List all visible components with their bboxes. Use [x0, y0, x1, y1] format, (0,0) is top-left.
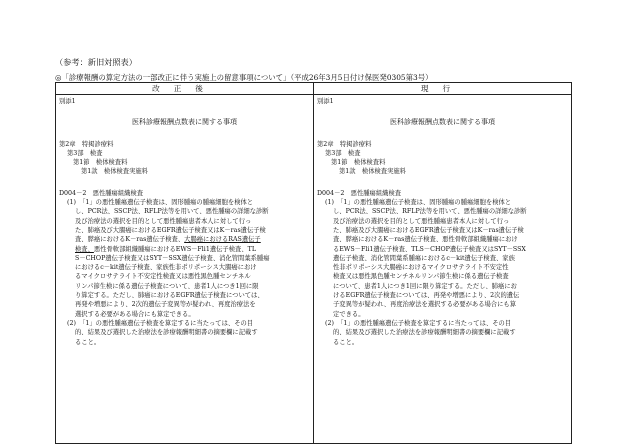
text-line [67, 235, 310, 244]
text-line: 及び治療法の選択を目的として悪性腫瘍患者本人に対して行っ [333, 217, 510, 225]
text-line: 性非ポリポーシス大腸癌におけるマイクロサテライト不安定性 [333, 264, 509, 272]
paragraph-2 [317, 319, 568, 347]
text-line: 再発や増悪により、2次的遺伝子変異等が疑われ、再度治療法を [75, 301, 256, 309]
text-line: ること。 [333, 338, 359, 346]
text-line: (2) 「1」の悪性腫瘍遺伝子検査を算定するに当たっては、その目 [325, 319, 512, 327]
section-heading: 第1節 検体検査料 [73, 159, 128, 167]
text-line: (1) 「1」の悪性腫瘍遺伝子検査は、固形腫瘍の腫瘍細胞を検体と [325, 199, 512, 207]
paragraph-1 [317, 198, 568, 319]
text-line: 定できる。 [333, 310, 365, 318]
item-title: D004－2 悪性腫瘍組織検査 [317, 189, 402, 197]
annex-label: 別添1 [59, 98, 76, 105]
text-span: 査、膵癌におけるK－ras遺伝子検査、 [75, 236, 185, 244]
reference-note: （参考：新旧対照表） [55, 57, 137, 67]
column-header-revised: 改正後 [56, 83, 314, 95]
text-span: 悪性骨軟部組織腫瘍におけるEWS－Fli1遺伝子検査、TL [93, 245, 256, 253]
subsection-heading: 第1款 検体検査実施料 [81, 168, 148, 176]
subsection-heading: 第1款 検体検査実施料 [339, 168, 406, 176]
text-line: ること。 [75, 338, 101, 346]
text-line: り算定する。ただし、肺癌におけるEGFR遺伝子検査については、 [75, 292, 264, 300]
text-line: るEWS－Fli1遺伝子検査、TLS－CHOP遺伝子検査又はSYT－SSX [333, 245, 526, 253]
text-line: におけるc－kit遺伝子検査、家族性非ポリポーシス大腸癌におけ [75, 264, 257, 272]
column-header-current: 現行 [314, 83, 572, 95]
text-line: 遺伝子検査、消化管間葉系腫瘍におけるc－kit遺伝子検査、家族 [333, 254, 515, 262]
text-line: S－CHOP遺伝子検査又はSYT－SSX遺伝子検査、消化管間葉系腫瘍 [75, 254, 270, 262]
text-line: し、PCR法、SSCP法、RFLP法等を用いて、悪性腫瘍の詳細な診断 [75, 208, 269, 216]
text-line: 査、膵癌におけるK－ras遺伝子検査、悪性骨軟部組織腫瘍におけ [333, 236, 518, 244]
underlined-amendment: 大腸癌におけるRAS遺伝子 [184, 236, 261, 244]
text-line: リンパ節生検に係る遺伝子検査について、患者1人につき1回に限 [75, 282, 259, 290]
text-line [67, 245, 310, 254]
paragraph-1 [59, 198, 310, 319]
text-line: 的、結果及び選択した治療法を診療報酬明細書の摘要欄に記載す [333, 329, 516, 337]
text-line: (1) 「1」の悪性腫瘍遺伝子検査は、固形腫瘍の腫瘍細胞を検体と [67, 199, 254, 207]
text-line: るマイクロサテライト不安定性検査又は悪性黒色腫センチネル [75, 273, 251, 281]
text-line: 及び治療法の選択を目的として悪性腫瘍患者本人に対して行っ [75, 217, 252, 225]
paragraph-2 [59, 319, 310, 347]
text-line: 的、結果及び選択した治療法を診療報酬明細書の摘要欄に記載す [75, 329, 258, 337]
text-line: について、患者1人につき1回に限り算定する。ただし、肺癌にお [333, 282, 517, 290]
part-heading: 第3部 検査 [325, 149, 361, 157]
text-line: (2) 「1」の悪性腫瘍遺伝子検査を算定するに当たっては、その目 [67, 319, 254, 327]
part-heading: 第3部 検査 [67, 149, 103, 157]
text-line: 検査又は悪性黒色腫センチネルリンパ節生検に係る遺伝子検査 [333, 273, 509, 281]
text-line: た、肺癌及び大腸癌におけるEGFR遺伝子検査又はK－ras遺伝子検 [75, 226, 266, 234]
text-line: 子変異等が疑われ、再度治療法を選択する必要がある場合にも算 [333, 301, 516, 309]
table-header-row [56, 83, 572, 95]
text-line: し、PCR法、SSCP法、RFLP法等を用いて、悪性腫瘍の詳細な診断 [333, 208, 527, 216]
document-title: ◎「診療報酬の算定方法の一部改正に伴う実施上の留意事項について」（平成26年3月5日付け保医発0305第3号） [55, 73, 433, 82]
chapter-heading: 第2章 特掲診療料 [317, 140, 372, 148]
main-title: 医科診療報酬点数表に関する事項 [132, 118, 237, 127]
table-body-row [56, 95, 572, 444]
section-heading: 第1節 検体検査料 [331, 159, 386, 167]
text-line: 選択する必要がある場合にも算定できる。 [75, 310, 195, 318]
annex-label: 別添1 [317, 98, 334, 105]
current-column [314, 95, 572, 444]
revised-column [56, 95, 314, 444]
chapter-heading: 第2章 特掲診療料 [59, 140, 114, 148]
comparison-table [55, 82, 572, 444]
main-title: 医科診療報酬点数表に関する事項 [390, 118, 495, 127]
text-line: た、肺癌及び大腸癌におけるEGFR遺伝子検査又はK－ras遺伝子検 [333, 226, 524, 234]
item-title: D004－2 悪性腫瘍組織検査 [59, 189, 144, 197]
underlined-amendment: 検査、 [75, 245, 94, 253]
text-line: けるEGFR遺伝子検査については、再発や増悪により、2次的遺伝 [333, 292, 520, 300]
